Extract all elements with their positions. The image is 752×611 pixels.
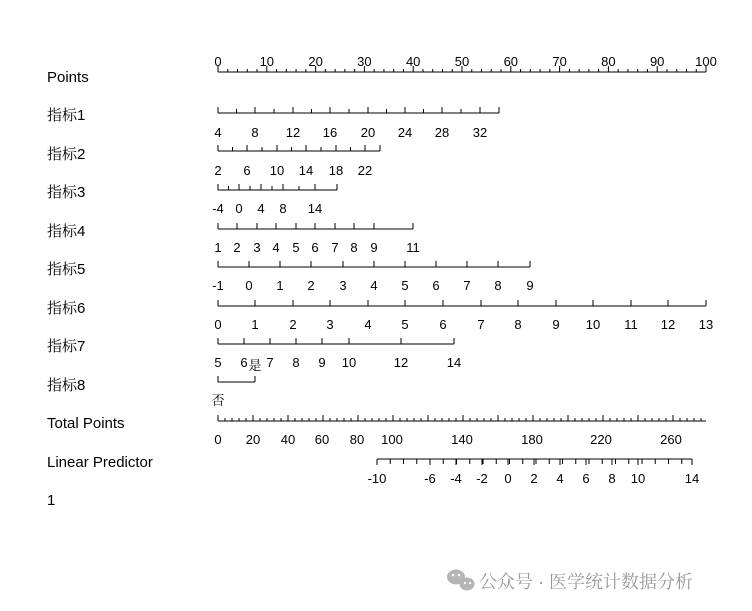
tick-label: 1	[214, 240, 222, 255]
tick-label: 12	[660, 317, 676, 332]
tick-label: 3	[253, 240, 261, 255]
tick-label: 5	[214, 355, 222, 370]
tick-label: 100	[695, 54, 717, 69]
tick-label: 12	[285, 125, 301, 140]
nomogram-row	[47, 184, 337, 216]
category-label: 是	[248, 358, 262, 373]
tick-label: 2	[289, 317, 297, 332]
tick-label: 7	[463, 278, 471, 293]
tick-label: -4	[450, 471, 462, 486]
row-label: 指标4	[47, 223, 86, 240]
tick-label: -1	[212, 278, 224, 293]
tick-label: 8	[292, 355, 300, 370]
tick-label: 0	[235, 201, 243, 216]
tick-label: 80	[601, 54, 616, 69]
tick-label: 100	[381, 432, 403, 447]
tick-label: 9	[526, 278, 534, 293]
tick-label: 3	[339, 278, 347, 293]
tick-label: 260	[660, 432, 682, 447]
nomogram-row	[47, 300, 713, 332]
tick-label: 40	[405, 54, 421, 69]
tick-label: 9	[370, 240, 378, 255]
row-label: 指标1	[47, 107, 86, 124]
tick-label: 22	[357, 163, 373, 178]
row-label: Points	[47, 69, 89, 86]
tick-label: 13	[698, 317, 714, 332]
tick-label: 9	[552, 317, 560, 332]
tick-label: 8	[251, 125, 259, 140]
tick-label: 140	[451, 432, 473, 447]
tick-label: 6	[311, 240, 319, 255]
tick-label: -4	[212, 201, 224, 216]
tick-label: 3	[326, 317, 334, 332]
tick-label: 6	[439, 317, 447, 332]
tick-label: 0	[214, 317, 222, 332]
tick-label: 11	[406, 240, 420, 255]
tick-label: 6	[582, 471, 590, 486]
tick-label: 0	[245, 278, 253, 293]
tick-label: 6	[243, 163, 251, 178]
nomogram-row	[47, 492, 55, 509]
category-label: 否	[211, 393, 225, 408]
tick-label: 80	[349, 432, 365, 447]
tick-label: 5	[292, 240, 300, 255]
row-label: 指标8	[47, 377, 86, 394]
tick-label: 8	[514, 317, 522, 332]
tick-label: 32	[472, 125, 488, 140]
tick-label: 9	[318, 355, 326, 370]
tick-label: 16	[322, 125, 338, 140]
tick-label: 18	[328, 163, 344, 178]
nomogram-row	[47, 261, 534, 293]
tick-label: 6	[432, 278, 440, 293]
tick-label: 1	[251, 317, 259, 332]
tick-label: 24	[397, 125, 413, 140]
tick-label: 10	[585, 317, 601, 332]
tick-label: 10	[259, 54, 275, 69]
tick-label: 7	[477, 317, 485, 332]
tick-label: 4	[370, 278, 378, 293]
tick-label: 60	[503, 54, 519, 69]
tick-label: 7	[331, 240, 339, 255]
tick-label: 2	[214, 163, 222, 178]
row-label: 指标3	[47, 184, 86, 201]
tick-label: 70	[552, 54, 567, 69]
tick-label: 28	[434, 125, 450, 140]
watermark-text: 公众号 · 医学统计数据分析	[479, 572, 693, 592]
tick-label: 1	[276, 278, 284, 293]
tick-label: 90	[649, 54, 665, 69]
tick-label: 180	[521, 432, 543, 447]
tick-label: 12	[393, 355, 409, 370]
nomogram-row	[47, 107, 499, 140]
tick-label: 4	[214, 125, 222, 140]
tick-label: 30	[357, 54, 372, 69]
tick-label: 20	[308, 54, 323, 69]
nomogram-rows	[47, 54, 717, 509]
tick-label: 4	[257, 201, 265, 216]
tick-label: 8	[350, 240, 358, 255]
tick-label: 2	[307, 278, 315, 293]
tick-label: 10	[341, 355, 357, 370]
nomogram-row	[47, 358, 262, 408]
tick-label: 6	[240, 355, 248, 370]
tick-label: 8	[279, 201, 287, 216]
nomogram-row	[47, 54, 717, 86]
row-label: 指标7	[47, 338, 86, 355]
tick-label: 14	[307, 201, 323, 216]
tick-label: 2	[233, 240, 241, 255]
tick-label: 8	[494, 278, 502, 293]
tick-label: 220	[590, 432, 612, 447]
tick-label: 10	[630, 471, 646, 486]
tick-label: -10	[367, 471, 387, 486]
tick-label: 4	[556, 471, 564, 486]
tick-label: 0	[214, 432, 222, 447]
tick-label: 14	[684, 471, 700, 486]
tick-label: -6	[424, 471, 436, 486]
tick-label: 4	[272, 240, 280, 255]
nomogram-row	[47, 223, 420, 255]
tick-label: 20	[245, 432, 261, 447]
tick-label: 8	[608, 471, 616, 486]
tick-label: 50	[454, 54, 470, 69]
row-label: 指标5	[47, 261, 86, 278]
tick-label: 10	[269, 163, 285, 178]
row-label: Total Points	[47, 415, 125, 432]
tick-label: 0	[214, 54, 222, 69]
tick-label: 4	[364, 317, 372, 332]
tick-label: 7	[266, 355, 274, 370]
row-label: 指标6	[47, 300, 86, 317]
row-label: Linear Predictor	[47, 454, 153, 471]
nomogram-row	[47, 454, 699, 486]
tick-label: 40	[280, 432, 296, 447]
wechat-icon	[447, 570, 475, 591]
tick-label: 5	[401, 278, 409, 293]
tick-label: 0	[504, 471, 512, 486]
row-label: 指标2	[47, 146, 86, 163]
tick-label: 14	[298, 163, 314, 178]
nomogram-row	[47, 415, 706, 447]
tick-label: 20	[360, 125, 376, 140]
tick-label: 60	[314, 432, 330, 447]
nomogram-row	[47, 145, 380, 178]
row-label: 1	[47, 492, 56, 509]
watermark	[447, 570, 693, 593]
tick-label: -2	[476, 471, 488, 486]
tick-label: 2	[530, 471, 538, 486]
tick-label: 14	[446, 355, 462, 370]
tick-label: 11	[624, 317, 638, 332]
tick-label: 5	[401, 317, 409, 332]
